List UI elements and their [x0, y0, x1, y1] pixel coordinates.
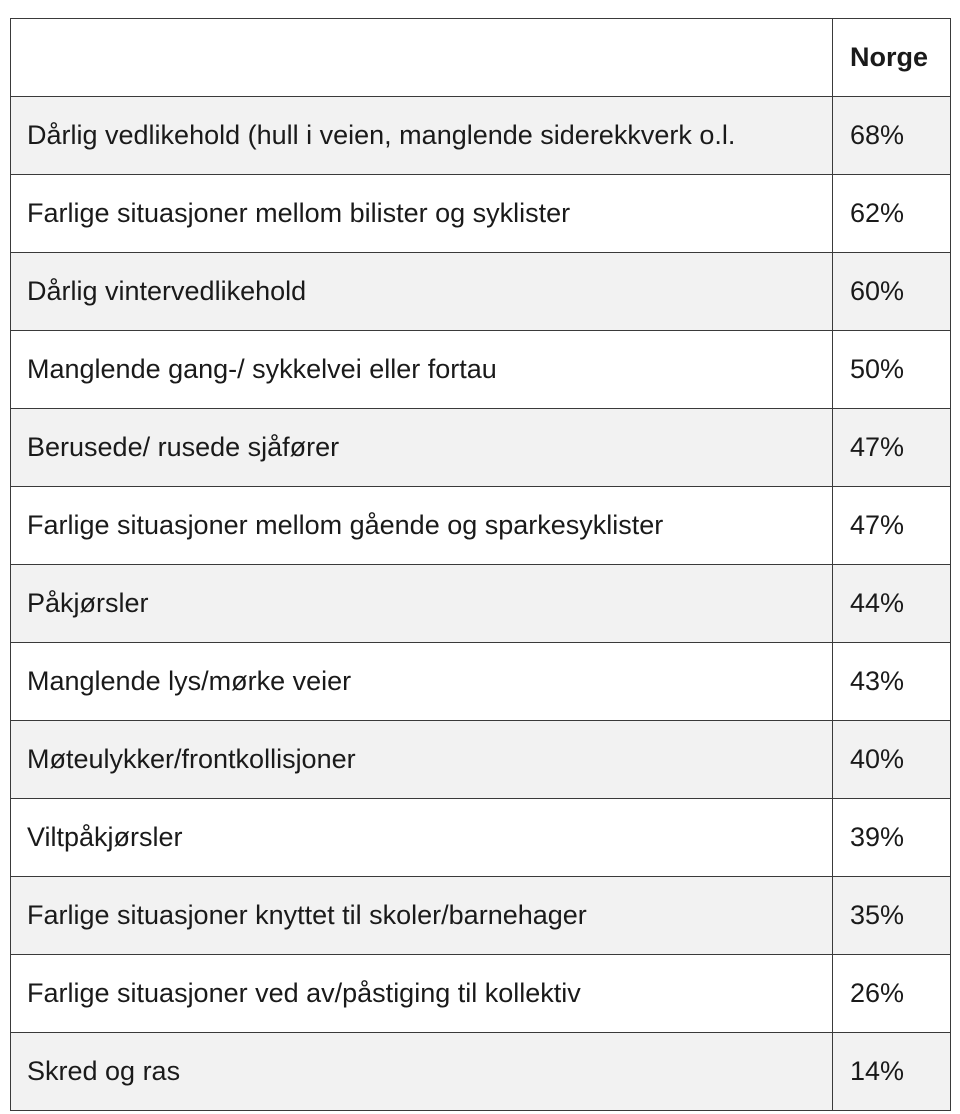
table-row: [11, 331, 951, 409]
row-value: 47%: [833, 487, 951, 565]
table-row: [11, 1033, 951, 1111]
row-label: Dårlig vedlikehold (hull i veien, manglende siderekkverk o.l.: [11, 97, 833, 175]
row-label: Skred og ras: [11, 1033, 833, 1111]
table-body: [11, 97, 951, 1111]
row-value: 47%: [833, 409, 951, 487]
table-header-row: [11, 19, 951, 97]
table-row: [11, 253, 951, 331]
survey-table-container: [10, 18, 950, 1111]
row-label: Farlige situasjoner knyttet til skoler/barnehager: [11, 877, 833, 955]
row-value: 60%: [833, 253, 951, 331]
table-row: [11, 721, 951, 799]
row-label: Farlige situasjoner mellom bilister og syklister: [11, 175, 833, 253]
row-value: 39%: [833, 799, 951, 877]
row-value: 50%: [833, 331, 951, 409]
table-row: [11, 643, 951, 721]
row-value: 62%: [833, 175, 951, 253]
row-value: 14%: [833, 1033, 951, 1111]
header-norge: Norge: [833, 19, 951, 97]
row-value: 44%: [833, 565, 951, 643]
row-value: 68%: [833, 97, 951, 175]
table-row: [11, 409, 951, 487]
table-row: [11, 799, 951, 877]
row-label: Berusede/ rusede sjåfører: [11, 409, 833, 487]
table-row: [11, 175, 951, 253]
table-row: [11, 565, 951, 643]
table-row: [11, 97, 951, 175]
row-label: Farlige situasjoner ved av/påstiging til kollektiv: [11, 955, 833, 1033]
row-label: Dårlig vintervedlikehold: [11, 253, 833, 331]
row-label: Manglende lys/mørke veier: [11, 643, 833, 721]
row-value: 40%: [833, 721, 951, 799]
table-row: [11, 955, 951, 1033]
row-value: 35%: [833, 877, 951, 955]
row-label: Møteulykker/frontkollisjoner: [11, 721, 833, 799]
row-label: Manglende gang-/ sykkelvei eller fortau: [11, 331, 833, 409]
row-label: Farlige situasjoner mellom gående og sparkesyklister: [11, 487, 833, 565]
table-row: [11, 487, 951, 565]
survey-table: [10, 18, 951, 1111]
row-value: 26%: [833, 955, 951, 1033]
row-label: Viltpåkjørsler: [11, 799, 833, 877]
table-row: [11, 877, 951, 955]
row-label: Påkjørsler: [11, 565, 833, 643]
header-label-cell: [11, 19, 833, 97]
row-value: 43%: [833, 643, 951, 721]
